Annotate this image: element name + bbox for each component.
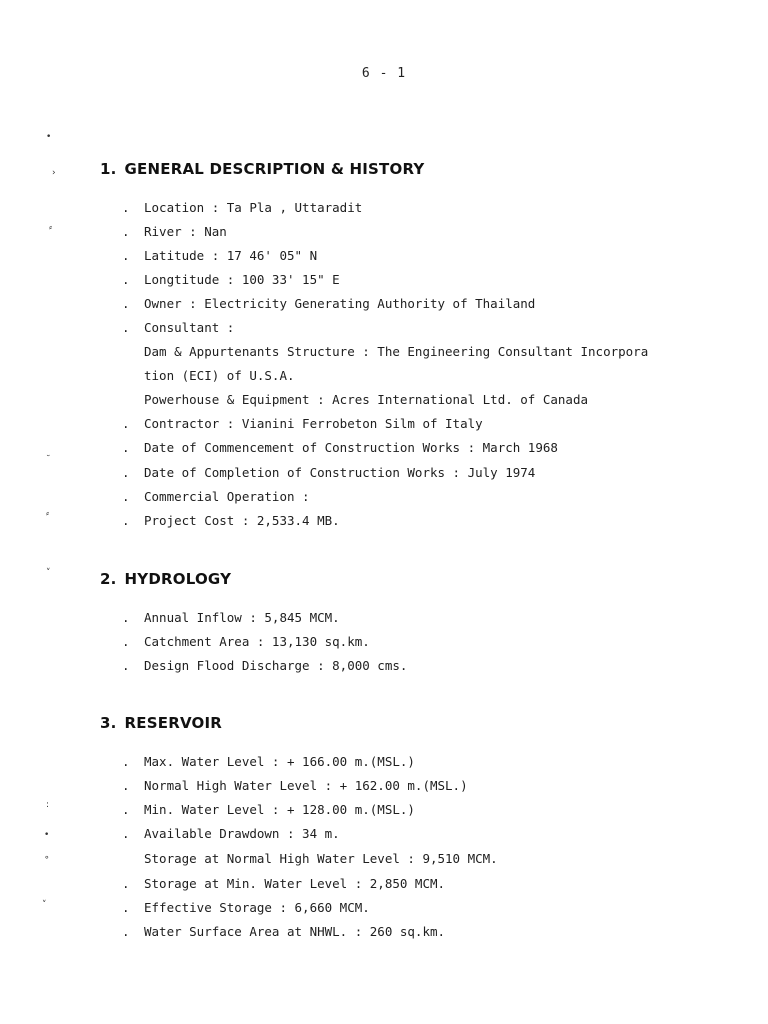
bullet: .: [122, 826, 130, 841]
bullet: .: [122, 876, 130, 891]
bullet: .: [122, 634, 130, 649]
list-item: . Commercial Operation :: [122, 489, 310, 504]
bullet: .: [122, 416, 130, 431]
bullet: .: [122, 610, 130, 625]
bullet: .: [122, 658, 130, 673]
list-item: . Project Cost : 2,533.4 MB.: [122, 513, 340, 528]
section-title: RESERVOIR: [124, 714, 222, 732]
scan-mark: ˅: [46, 568, 51, 578]
list-item: . Location : Ta Pla , Uttaradit: [122, 200, 363, 215]
list-item: . Min. Water Level : + 128.00 m.(MSL.): [122, 802, 415, 817]
list-item: . Contractor : Vianini Ferrobeton Silm of Italy: [122, 416, 483, 431]
list-item: . Available Drawdown : 34 m.: [122, 826, 340, 841]
section-heading-reservoir: [100, 714, 222, 732]
scan-mark: ˅: [42, 900, 47, 910]
list-item: . Catchment Area : 13,130 sq.km.: [122, 634, 370, 649]
bullet: .: [122, 754, 130, 769]
bullet: .: [122, 440, 130, 455]
list-item: . Date of Completion of Construction Works : July 1974: [122, 465, 536, 480]
bullet: .: [122, 320, 130, 335]
list-item: . Consultant :: [122, 320, 235, 335]
list-subitem: Powerhouse & Equipment : Acres International Ltd. of Canada: [144, 392, 589, 407]
bullet: .: [122, 224, 130, 239]
bullet: .: [122, 900, 130, 915]
scan-mark: •: [44, 830, 50, 840]
list-subitem: tion (ECI) of U.S.A.: [144, 368, 295, 383]
section-heading-general: [100, 160, 424, 178]
list-item: . Owner : Electricity Generating Authority of Thailand: [122, 296, 536, 311]
section-number: 1.: [100, 160, 117, 178]
bullet: .: [122, 465, 130, 480]
list-item: . Normal High Water Level : + 162.00 m.(MSL.): [122, 778, 468, 793]
scan-mark: ⸗: [46, 509, 49, 519]
bullet: .: [122, 778, 130, 793]
list-item: . Max. Water Level : + 166.00 m.(MSL.): [122, 754, 415, 769]
list-item: . Design Flood Discharge : 8,000 cms.: [122, 658, 408, 673]
bullet: .: [122, 272, 130, 287]
list-item: . Storage at Min. Water Level : 2,850 MCM.: [122, 876, 446, 891]
list-item: . Annual Inflow : 5,845 MCM.: [122, 610, 340, 625]
scan-mark: ˘: [46, 455, 51, 465]
scan-mark: •: [46, 132, 52, 142]
list-item: . Latitude : 17 46' 05" N: [122, 248, 318, 263]
scan-mark: ⸗: [49, 223, 52, 233]
section-title: GENERAL DESCRIPTION & HISTORY: [124, 160, 425, 178]
bullet: .: [122, 924, 130, 939]
list-item: . River : Nan: [122, 224, 227, 239]
list-item: . Longtitude : 100 33' 15" E: [122, 272, 340, 287]
list-item: . Effective Storage : 6,660 MCM.: [122, 900, 370, 915]
bullet: .: [122, 489, 130, 504]
scan-mark: :: [46, 800, 50, 810]
bullet: .: [122, 802, 130, 817]
bullet: .: [122, 200, 130, 215]
section-heading-hydrology: [100, 570, 231, 588]
section-number: 3.: [100, 714, 117, 732]
bullet: .: [122, 248, 130, 263]
bullet: .: [122, 513, 130, 528]
section-number: 2.: [100, 570, 117, 588]
list-item: Storage at Normal High Water Level : 9,510 MCM.: [144, 851, 498, 866]
section-title: HYDROLOGY: [124, 570, 232, 588]
list-item: . Date of Commencement of Construction Works : March 1968: [122, 440, 558, 455]
page-number: 6 - 1: [361, 66, 407, 81]
bullet: .: [122, 296, 130, 311]
scan-mark: ›: [52, 168, 56, 178]
scan-mark: ∘: [44, 853, 50, 863]
list-item: . Water Surface Area at NHWL. : 260 sq.km.: [122, 924, 446, 939]
list-subitem: Dam & Appurtenants Structure : The Engineering Consultant Incorpora: [144, 344, 649, 359]
